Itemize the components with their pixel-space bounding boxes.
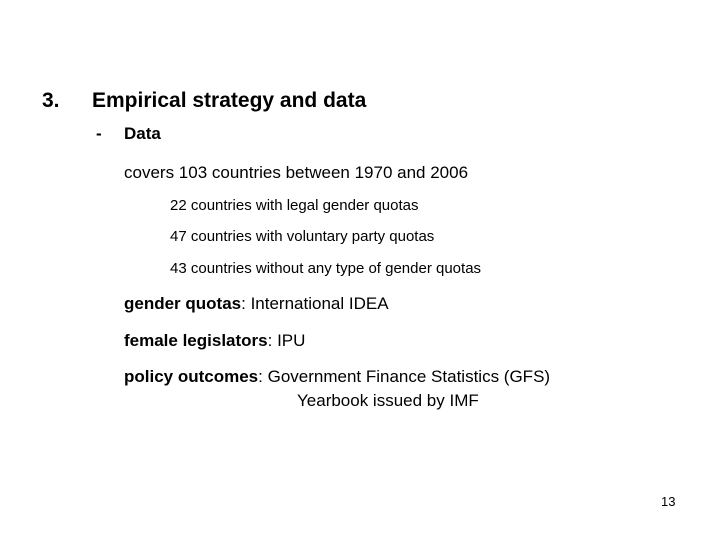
source-female-legislators (124, 331, 305, 351)
source-policy-outcomes (124, 367, 550, 387)
section-number: 3. (42, 89, 60, 112)
source-value: International IDEA (250, 294, 389, 313)
source-value: Government Finance Statistics (GFS) (267, 367, 551, 386)
source-label: policy outcomes (124, 367, 259, 386)
source-policy-outcomes-continuation: Yearbook issued by IMF (297, 391, 479, 410)
page-number: 13 (661, 494, 676, 509)
quota-item-voluntary: 47 countries with voluntary party quotas (170, 228, 435, 245)
source-label: gender quotas (124, 294, 242, 313)
source-label: female legislators (124, 331, 268, 350)
quota-item-none: 43 countries without any type of gender quotas (170, 260, 482, 277)
quota-item-legal: 22 countries with legal gender quotas (170, 197, 419, 214)
source-separator: : (267, 331, 278, 350)
bullet-dash: - (96, 124, 102, 143)
source-gender-quotas (124, 294, 389, 314)
source-separator: : (258, 367, 268, 386)
source-value: IPU (277, 331, 306, 350)
coverage-text: covers 103 countries between 1970 and 2006 (124, 163, 469, 182)
source-separator: : (241, 294, 251, 313)
subsection-heading: Data (124, 124, 161, 143)
section-title: Empirical strategy and data (92, 89, 367, 112)
